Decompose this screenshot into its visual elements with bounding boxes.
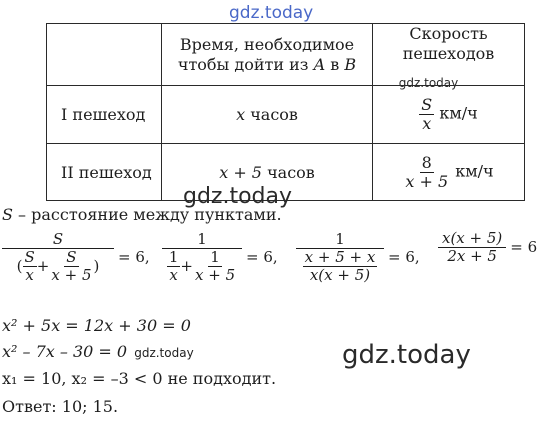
header-time-cell <box>162 24 373 86</box>
equation-4 <box>438 230 537 264</box>
watermark-large: gdz.today <box>342 340 471 370</box>
solution-line-2: x² – 7x – 30 = 0 gdz.today <box>2 342 194 361</box>
eq4-rhs: = 6 <box>510 238 538 256</box>
equation-3 <box>296 230 420 283</box>
row2-time: x + 5 часов <box>162 144 373 201</box>
eq2-numerator: 1 <box>162 230 242 249</box>
watermark-middle: gdz.today <box>183 184 293 209</box>
table-header-row <box>47 24 525 86</box>
header-speed-line1: Скорость <box>409 24 488 43</box>
header-empty-cell <box>47 24 162 86</box>
eq4-fraction: $\frac{x(x + 5)}{2x + 5}$ <box>438 230 506 264</box>
eq2-denominator: $\frac{1}{x}$ + $\frac{1}{x + 5}$ <box>168 248 236 284</box>
equation-2 <box>162 230 278 283</box>
row1-speed <box>373 86 525 144</box>
definition-line: S – расстояние между пунктами. <box>2 205 282 224</box>
watermark-top: gdz.today <box>229 3 314 23</box>
header-speed-line2: пешеходов <box>402 44 495 63</box>
solution-line-3: x₁ = 10, x₂ = –3 < 0 не подходит. <box>2 369 277 388</box>
row1-label: I пешеход <box>47 86 162 144</box>
row2-speed-unit: км/ч <box>455 161 494 181</box>
answer-line: Ответ: 10; 15. <box>2 397 119 416</box>
eq1-rhs: = 6, <box>118 247 150 266</box>
data-table <box>46 23 525 201</box>
header-time-line1: Время, необходимое <box>179 34 355 54</box>
equation-1 <box>2 230 150 283</box>
row1-speed-fraction: $\frac{S}{x}$ <box>421 95 433 133</box>
table-row <box>47 86 525 144</box>
solution-line-1: x² + 5x = 12x + 30 = 0 <box>2 316 191 335</box>
eq1-numerator: S <box>2 230 114 249</box>
eq3-denominator: $\frac{x + 5 + x}{x(x + 5)}$ <box>304 248 376 284</box>
eq1-denominator: ( $\frac{S}{x}$ + $\frac{S}{x + 5}$ ) <box>16 248 100 284</box>
eq3-numerator: 1 <box>296 230 384 249</box>
row2-label: II пешеход <box>47 144 162 201</box>
watermark-small-header: gdz.today <box>398 76 459 90</box>
header-time-line2: чтобы дойти из A в B <box>177 54 357 74</box>
equations-row <box>0 230 541 310</box>
header-speed-cell <box>373 24 525 90</box>
row2-speed-fraction: $\frac{8}{x + 5}$ <box>405 152 449 191</box>
eq2-rhs: = 6, <box>246 247 278 266</box>
row1-speed-unit: км/ч <box>439 104 478 123</box>
watermark-small-inline: gdz.today <box>134 346 194 360</box>
row2-speed <box>373 144 525 201</box>
row1-time: x часов <box>162 86 373 144</box>
eq3-rhs: = 6, <box>388 247 420 266</box>
